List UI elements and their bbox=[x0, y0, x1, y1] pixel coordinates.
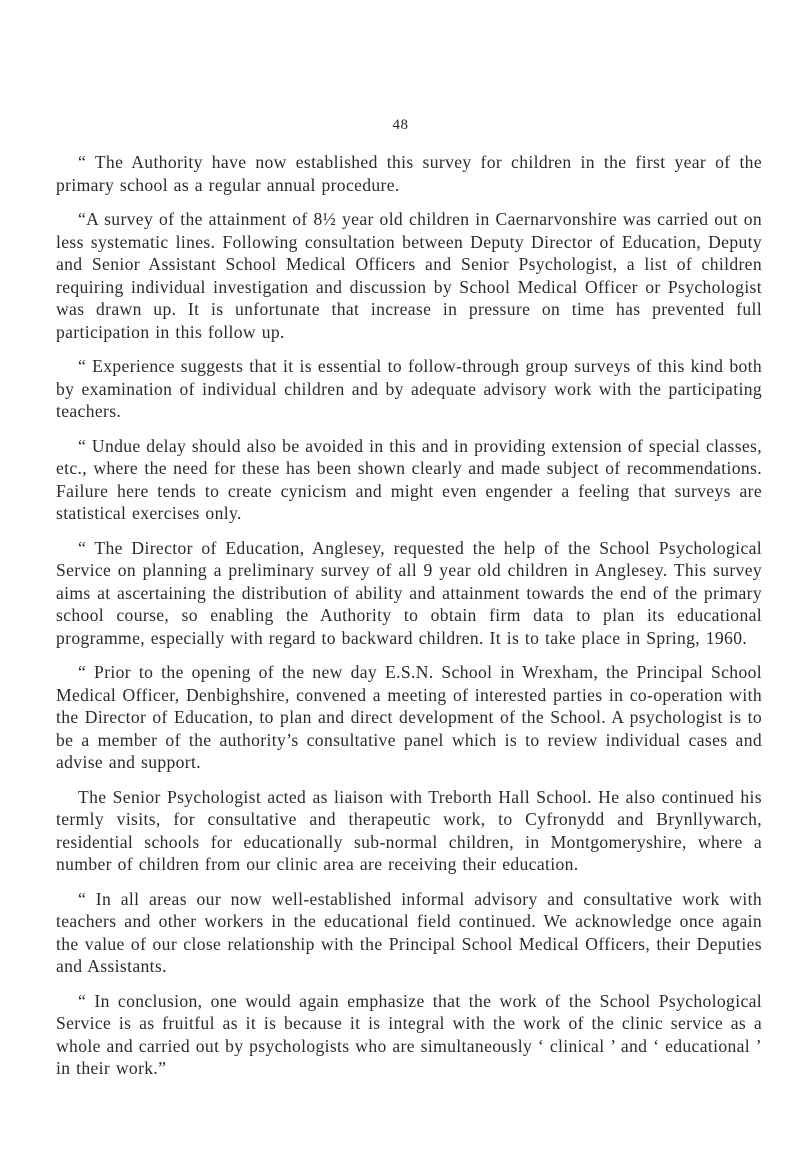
paragraph-senior-psychologist: The Senior Psychologist acted as liaison with Treborth Hall School. He also continued his termly visits, for consultative and therapeutic work, to Cyfronydd and Brynllywarch, residential schools for educationally sub-normal children, in Montgomeryshire, where a number of children from our clinic area are receiving their education. bbox=[56, 786, 762, 874]
paragraph-advisory-work: “ In all areas our now well-established informal advisory and consultative work with teachers and other workers in the educational field continued. We acknowledge once again the value of our close relationship with the Principal School Medical Officers, their Deputies and Assistants. bbox=[56, 888, 762, 976]
paragraph-survey-established: “ The Authority have now established this survey for children in the first year of the primary school as a regular annual procedure. bbox=[56, 152, 762, 195]
paragraph-conclusion: “ In conclusion, one would again emphasize that the work of the School Psychological Service is as fruitful as it is because it is integral with the work of the clinic service as a whole and carried out by psychologists who are simultaneously ‘ clinical ’ and ‘ educational ’ in their work.” bbox=[56, 990, 762, 1078]
body-text bbox=[56, 151, 762, 1092]
page-number: 48 bbox=[392, 117, 409, 133]
paragraph-esn-school-wrexham: “ Prior to the opening of the new day E.S.N. School in Wrexham, the Principal School Medical Officer, Denbighshire, convened a meeting of interested parties in co-operation with the Director of Education, to plan and direct development of the School. A psychologist is to be a member of the authority’s consultative panel which is to review individual cases and advise and support. bbox=[56, 662, 762, 772]
paragraph-caernarvonshire-survey: “A survey of the attainment of 8½ year old children in Caernarvonshire was carried out on less systematic lines. Following consultation between Deputy Director of Education, Deputy and Senior Assistant School Medical Officers and Senior Psychologist, a list of children requiring individual investigation and discussion by School Medical Officer or Psychologist was drawn up. It is unfortunate that increase in pressure on time has prevented full participation in this follow up. bbox=[56, 209, 762, 342]
paragraph-anglesey-survey: “ The Director of Education, Anglesey, requested the help of the School Psychological Service on planning a preliminary survey of all 9 year old children in Anglesey. This survey aims at ascertaining the distribution of ability and attainment towards the end of the primary school course, so enabling the Authority to obtain firm data to plan its educational programme, especially with regard to backward children. It is to take place in Spring, 1960. bbox=[56, 537, 762, 648]
paragraph-undue-delay: “ Undue delay should also be avoided in this and in providing extension of special classes, etc., where the need for these has been shown clearly and made subject of recommendations. Failure here tends to create cynicism and might even engender a feeling that surveys are statistical exercises only. bbox=[56, 435, 762, 523]
paragraph-follow-through: “ Experience suggests that it is essential to follow-through group surveys of this kind both by examination of individual children and by adequate advisory work with the participating teachers. bbox=[56, 356, 762, 421]
